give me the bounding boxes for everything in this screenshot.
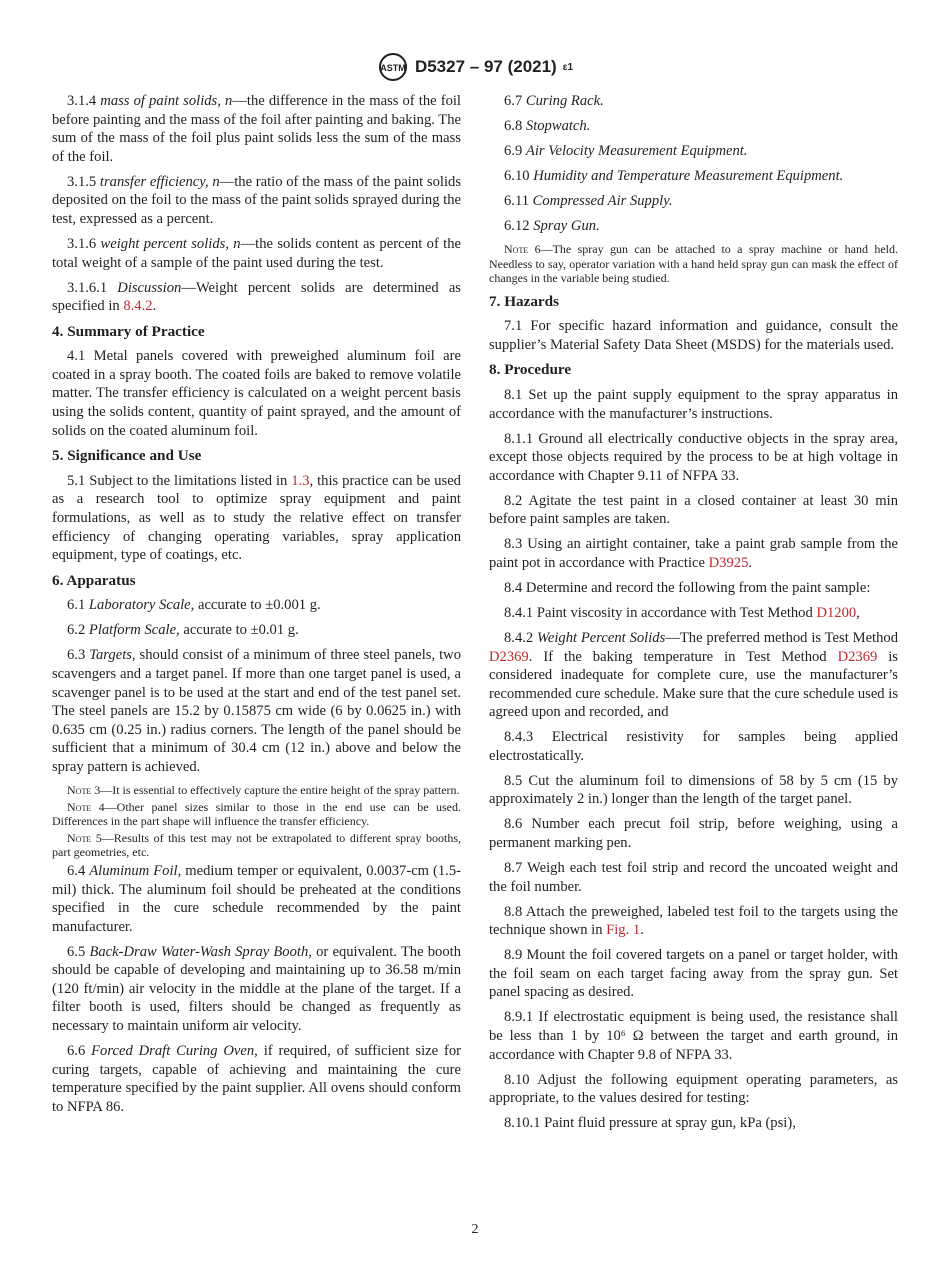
section-number: 6.5	[67, 943, 86, 960]
body-text: —the ratio of the mass of the paint solids deposited on the foil to the mass of the paint solids sprayed during the test, expressed as a percent.	[52, 173, 461, 227]
paragraph	[52, 862, 461, 936]
section-heading: 7. Hazards	[489, 292, 560, 310]
term: mass of paint solids, n	[100, 93, 233, 109]
paragraph	[489, 317, 898, 354]
body-text: Subject to the limitations listed in	[89, 472, 292, 489]
section-number: 4.1	[67, 348, 86, 365]
section-number: 3.1.6.1	[67, 279, 108, 296]
note	[52, 783, 461, 798]
paragraph	[489, 535, 898, 572]
section-number: 5.1	[67, 472, 86, 489]
paragraph	[52, 173, 461, 229]
note-label: Note 5	[67, 830, 102, 845]
paragraph	[489, 167, 898, 186]
body-text: or equivalent. The booth should be capable of developing and maintaining up to 36.58 m/min (120 ft/min) air velocity in the middle at the plane of the target. If a filter booth is used, filters should be changed as frequently as necessary to maintain uniform air velocity.	[52, 943, 461, 1035]
body-text: medium temper or equivalent, 0.0037-cm (1.5-mil) thick. The aluminum foil should be preheated at the conditions specified in the cure schedule recommended by the paint manufacturer.	[52, 862, 461, 935]
section-number: 6.8	[504, 117, 523, 134]
body-text: . If the baking temperature in Test Method	[528, 648, 838, 665]
designation: D5327 – 97 (2021)	[414, 57, 557, 76]
page-number: 2	[471, 1222, 479, 1237]
term: Stopwatch.	[525, 117, 591, 134]
section-number: 3.1.6	[67, 235, 97, 252]
body-text: Electrical resistivity for samples being applied electrostatically.	[489, 729, 898, 764]
body-text: For specific hazard information and guidance, consult the supplier’s Material Safety Data Sheet (MSDS) for the materials used.	[489, 318, 898, 353]
section-number: 8.3	[504, 536, 523, 553]
paragraph	[489, 430, 898, 486]
paragraph	[489, 386, 898, 423]
section-heading: 6. Apparatus	[52, 571, 136, 589]
paragraph	[52, 92, 461, 166]
section-number: 8.4.3	[504, 729, 534, 746]
term: transfer efficiency, n	[99, 173, 220, 190]
paragraph	[489, 1114, 898, 1133]
note	[52, 800, 461, 829]
section-heading: 5. Significance and Use	[52, 447, 202, 465]
section-number: 8.4.1	[504, 604, 534, 621]
body-text: Metal panels covered with preweighed aluminum foil are coated in a spray booth. The coated foils are baked to remove volatile matter. The transfer efficiency is calculated on a weight percent basis using the solids content, quantity of paint sprayed, and the amount of solids on the coated aluminum foil.	[52, 348, 461, 439]
term: Spray Gun.	[533, 217, 600, 234]
paragraph	[52, 347, 461, 440]
section-number: 6.2	[67, 622, 86, 639]
paragraph	[489, 629, 898, 722]
note-label: Note 6	[504, 241, 541, 256]
term: weight percent solids, n	[100, 235, 241, 252]
body-text: —the difference in the mass of the foil before painting and the mass of the foil after painting and baking. The sum of the mass of the foil plus paint solids less the sum of the mass of the foil.	[52, 93, 461, 165]
section-number: 8.7	[504, 860, 523, 877]
cross-reference-link[interactable]: D1200	[816, 604, 857, 621]
paragraph	[52, 1042, 461, 1116]
paragraph	[489, 815, 898, 852]
section-number: 8.8	[504, 903, 523, 920]
body-text: .	[152, 298, 157, 315]
section-number: 8.4.2	[504, 629, 534, 646]
note-text: —The spray gun can be attached to a spray machine or hand held. Needless to say, operator variation with a hand held spray gun can mask the effect of changes in the variable being studied.	[489, 241, 898, 286]
paragraph	[489, 92, 898, 111]
section-number: 6.1	[67, 597, 86, 614]
section-number: 6.11	[504, 192, 529, 209]
body-text: .	[640, 922, 644, 939]
body-text: Paint viscosity in accordance with Test Method	[536, 604, 817, 621]
paragraph	[489, 217, 898, 236]
note-text: —It is essential to effectively capture the entire height of the spray pattern.	[100, 782, 460, 797]
note-label: Note 4	[67, 799, 105, 814]
body-text: —the solids content as percent of the total weight of a sample of the paint used during the test.	[52, 235, 461, 271]
paragraph	[52, 621, 461, 640]
term: Targets,	[89, 647, 136, 664]
body-text: accurate to ±0.01 g.	[179, 622, 299, 639]
paragraph	[489, 728, 898, 765]
body-text: Number each precut foil strip, before weighing, using a permanent marking pen.	[489, 816, 898, 852]
body-text: is considered inadequate for complete cure, use the manufacturer’s recommended cure schedule. Make sure that the cure schedule used is agreed upon and recorded, and	[489, 648, 898, 721]
section-number: 8.2	[504, 492, 523, 509]
paragraph	[489, 579, 898, 598]
body-text: Using an airtight container, take a paint grab sample from the paint pot in accordance with Practice	[489, 536, 899, 571]
paragraph	[489, 772, 898, 809]
term: Discussion	[117, 279, 182, 296]
body-text: should consist of a minimum of three steel panels, two scavengers and a target panel. If more than one target panel is used, a scavenger panel is to be used at the start and end of the test panel set. The steel panels are 15.2 by 0.15875 cm wide (6 by 0.0625 in.) with 0.635 cm (0.25 in.) radius corners. The length of the panel should be sufficient that a minimum of 30.4 cm (12 in.) above and below the spray pattern is achieved.	[52, 647, 461, 775]
section-number: 3.1.4	[67, 93, 97, 109]
section-number: 8.9	[504, 947, 523, 964]
section-number: 3.1.5	[67, 173, 97, 190]
body-text: Weigh each test foil strip and record the uncoated weight and the foil number.	[489, 860, 898, 895]
section-number: 6.4	[67, 862, 86, 879]
term: Laboratory Scale,	[88, 597, 195, 614]
section-heading: 4. Summary of Practice	[52, 322, 205, 340]
section-number: 6.9	[504, 142, 523, 159]
body-text: , this practice can be used as a research tool to optimize spray equipment and paint formulations, as well as to study the relative effect on transfer efficiency of changing operating variables, spray application equipment, type of coatings, etc.	[52, 472, 461, 564]
section-number: 6.6	[67, 1043, 86, 1060]
term: Forced Draft Curing Oven,	[91, 1043, 258, 1060]
cross-reference-link[interactable]: Fig. 1	[606, 922, 641, 939]
paragraph	[52, 596, 461, 615]
section-number: 6.12	[504, 217, 530, 234]
paragraph	[52, 235, 461, 272]
term: Air Velocity Measurement Equipment.	[525, 142, 748, 159]
body-text: —Weight percent solids are determined as specified in	[52, 279, 461, 315]
section-number: 6.7	[504, 93, 523, 109]
term: Humidity and Temperature Measurement Equipment.	[533, 167, 844, 184]
term: Curing Rack.	[525, 93, 604, 109]
term: Weight Percent Solids	[537, 629, 666, 646]
paragraph	[489, 903, 898, 940]
body-text: Cut the aluminum foil to dimensions of 58 by 5 cm (15 by approximately 2 in.) longer than the length of the target panel.	[489, 772, 899, 808]
left-column	[52, 92, 461, 1123]
paragraph	[52, 646, 461, 776]
paragraph	[489, 492, 898, 529]
body-text: If electrostatic equipment is being used, the resistance shall be less than 1 by 10⁶ Ω between the target and earth ground, in accordance with Chapter 9.8 of NFPA 33.	[489, 1009, 898, 1063]
section-number: 6.10	[504, 167, 530, 184]
cross-reference-link[interactable]: D3925	[708, 554, 749, 571]
paragraph	[489, 192, 898, 211]
paragraph	[489, 604, 898, 623]
body-text: Mount the foil covered targets on a panel or target holder, with the foil seam on each target facing away from the spray gun. Set panel spacing as desired.	[489, 947, 898, 1001]
note-text: —Results of this test may not be extrapolated to different spray booths, part geometries, etc.	[52, 830, 461, 860]
term: Back-Draw Water-Wash Spray Booth,	[89, 943, 312, 960]
cross-reference-link[interactable]: 8.4.2	[123, 298, 153, 315]
right-column	[489, 92, 898, 1139]
body-text: Ground all electrically conductive objects in the spray area, except those objects required by the process to be at high voltage in accordance with Chapter 9.11 of NFPA 33.	[489, 430, 898, 484]
note-text: —Other panel sizes similar to those in the end use can be used. Differences in the part shape will influence the transfer efficiency.	[52, 799, 461, 829]
section-number: 8.9.1	[504, 1009, 534, 1026]
page-header	[0, 52, 950, 82]
astm-logo-icon	[377, 52, 409, 82]
body-text: —The preferred method is Test Method	[665, 629, 899, 646]
cross-reference-link[interactable]: 1.3	[291, 472, 310, 489]
body-text: ,	[856, 604, 860, 621]
body-text: Adjust the following equipment operating parameters, as appropriate, to the values desired for testing:	[489, 1071, 898, 1107]
note-label: Note 3	[67, 782, 101, 797]
term: Aluminum Foil,	[89, 862, 182, 879]
section-number: 8.10.1	[504, 1115, 541, 1132]
section-number: 8.10	[504, 1071, 530, 1088]
section-number: 8.1	[504, 387, 523, 404]
section-number: 8.1.1	[504, 430, 534, 447]
body-text: Determine and record the following from the paint sample:	[525, 579, 871, 596]
section-heading: 8. Procedure	[489, 361, 572, 379]
paragraph	[489, 1008, 898, 1064]
paragraph	[489, 142, 898, 161]
section-number: 8.5	[504, 772, 523, 789]
note	[52, 831, 461, 860]
paragraph	[52, 279, 461, 316]
cross-reference-link[interactable]: D2369	[489, 648, 529, 665]
note	[489, 242, 898, 286]
body-text: Attach the preweighed, labeled test foil to the targets using the technique shown in	[489, 903, 899, 939]
body-text: accurate to ±0.001 g.	[194, 597, 321, 614]
section-number: 8.4	[504, 579, 523, 596]
section-number: 7.1	[504, 318, 523, 335]
paragraph	[489, 946, 898, 1002]
body-text: .	[748, 554, 753, 571]
section-number: 8.6	[504, 816, 523, 833]
body-text: Paint fluid pressure at spray gun, kPa (psi),	[544, 1115, 796, 1132]
body-text: if required, of sufficient size for curing targets, capable of achieving and maintaining the cure temperature specified by the paint supplier. All ovens should conform to NFPA 86.	[52, 1043, 461, 1115]
section-number: 6.3	[67, 647, 86, 664]
paragraph	[489, 117, 898, 136]
body-text: Agitate the test paint in a closed container at least 30 min before paint samples are taken.	[489, 492, 898, 528]
term: Compressed Air Supply.	[532, 192, 673, 209]
paragraph	[489, 1071, 898, 1108]
paragraph	[489, 859, 898, 896]
term: Platform Scale,	[88, 622, 180, 639]
paragraph	[52, 472, 461, 565]
cross-reference-link[interactable]: D2369	[837, 648, 878, 665]
svg-text:ASTM: ASTM	[380, 63, 406, 73]
body-text: Set up the paint supply equipment to the spray apparatus in accordance with the manufacturer’s instructions.	[489, 387, 898, 422]
designation-superscript: ε1	[562, 61, 574, 73]
paragraph	[52, 943, 461, 1036]
